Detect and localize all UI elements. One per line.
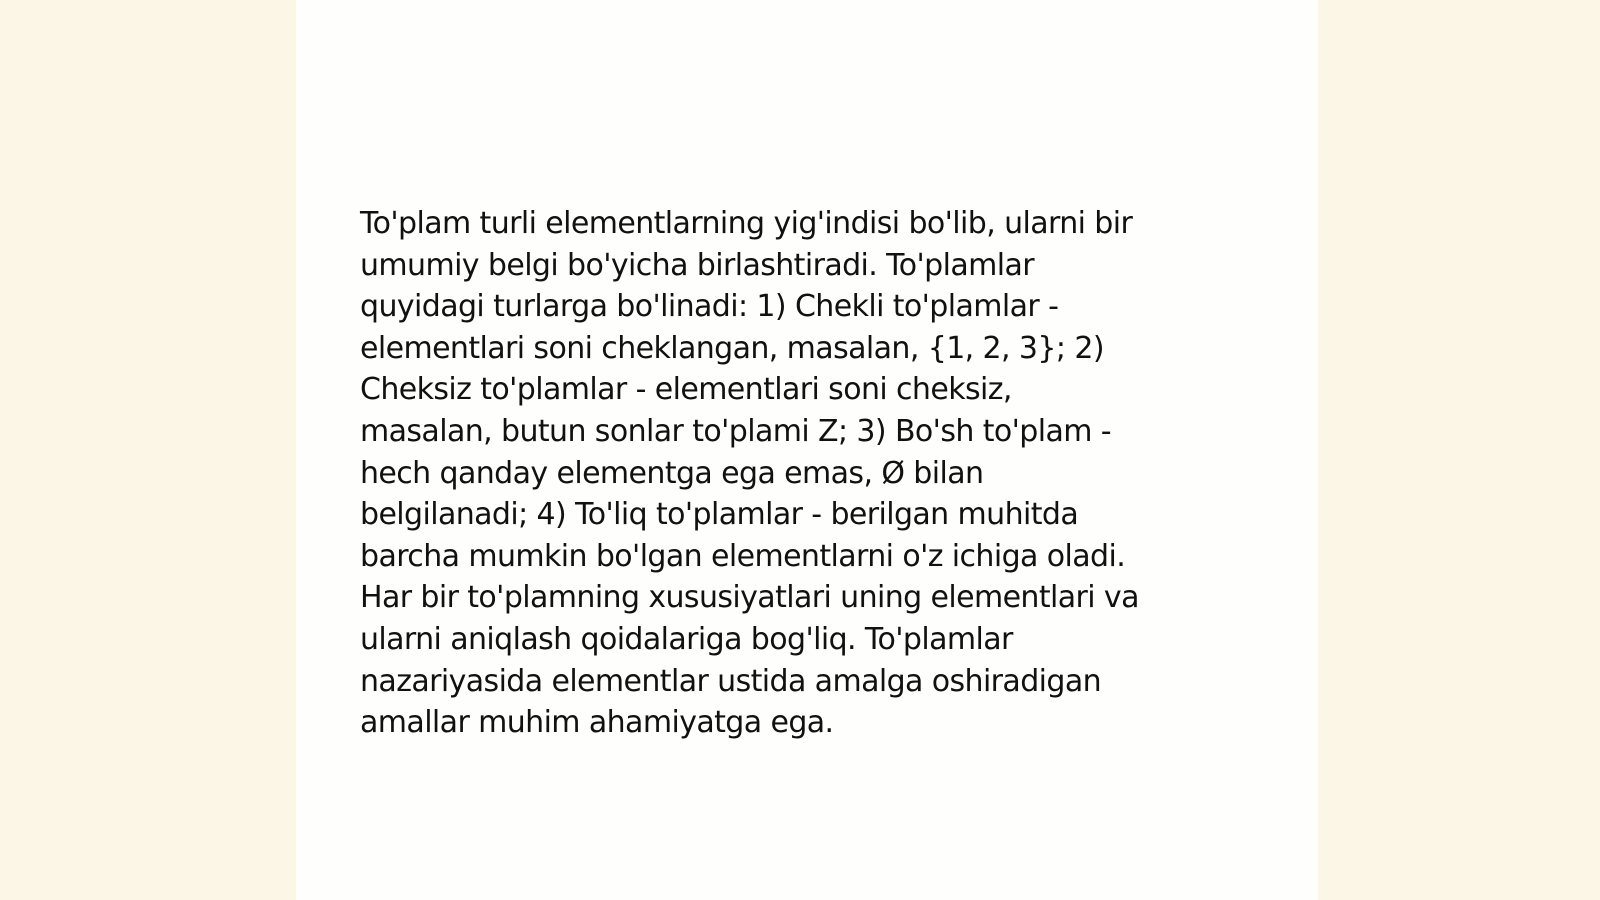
text-line: masalan, butun sonlar to'plami Z; 3) Bo'sh to'plam - — [360, 413, 1112, 449]
right-margin — [1318, 0, 1600, 900]
text-line: nazariyasida elementlar ustida amalga oshiradigan — [360, 663, 1102, 699]
text-line: elementlari soni cheklangan, masalan, {1, 2, 3}; 2) — [360, 330, 1104, 366]
text-line: hech qanday elementga ega emas, Ø bilan — [360, 455, 984, 491]
text-line: umumiy belgi bo'yicha birlashtiradi. To'plamlar — [360, 247, 1035, 283]
text-line: belgilanadi; 4) To'liq to'plamlar - berilgan muhitda — [360, 497, 1079, 533]
text-line: To'plam turli elementlarning yig'indisi bo'lib, ularni bir — [360, 206, 1133, 241]
text-line: Cheksiz to'plamlar - elementlari soni cheksiz, — [360, 372, 1012, 408]
document-page — [296, 0, 1318, 900]
text-line: amallar muhim ahamiyatga ega. — [360, 705, 834, 741]
text-line: quyidagi turlarga bo'linadi: 1) Chekli to'plamlar - — [360, 289, 1059, 325]
text-line: Har bir to'plamning xususiyatlari uning elementlari va — [360, 580, 1139, 616]
body-paragraph — [360, 203, 1260, 744]
left-margin — [0, 0, 296, 900]
text-line: barcha mumkin bo'lgan elementlarni o'z ichiga oladi. — [360, 538, 1126, 574]
text-line: ularni aniqlash qoidalariga bog'liq. To'plamlar — [360, 621, 1013, 657]
